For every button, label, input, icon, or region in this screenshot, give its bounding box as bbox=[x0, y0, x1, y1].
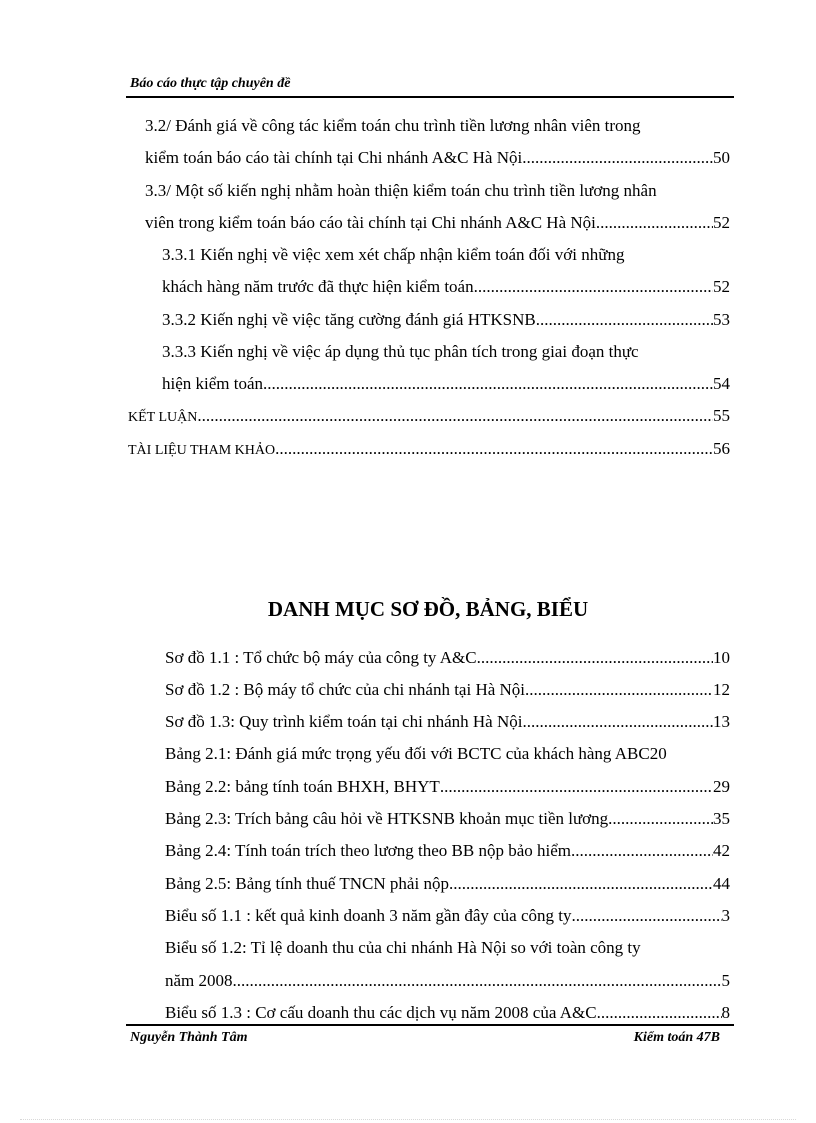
toc-entry-3-3-line2 bbox=[145, 213, 730, 233]
list-item bbox=[165, 841, 730, 861]
leader-dots bbox=[233, 971, 722, 991]
list-item-text: Sơ đồ 1.2 : Bộ máy tổ chức của chi nhánh tại Hà Nội bbox=[165, 680, 526, 699]
list-item-text: Bảng 2.3: Trích bảng câu hỏi về HTKSNB khoản mục tiền lương bbox=[165, 809, 609, 828]
list-item bbox=[165, 874, 730, 894]
list-item bbox=[165, 1003, 730, 1023]
toc-text: 3.3/ Một số kiến nghị nhằm hoàn thiện kiểm toán chu trình tiền lương nhân bbox=[145, 181, 657, 200]
list-item-page: 29 bbox=[713, 777, 730, 796]
leader-dots bbox=[275, 439, 713, 459]
toc-entry-3-3-1-line1 bbox=[162, 245, 730, 265]
leader-dots bbox=[197, 406, 713, 426]
toc-text: kiểm toán báo cáo tài chính tại Chi nhánh A&C Hà Nội. bbox=[145, 148, 527, 167]
list-item-page: 12 bbox=[713, 680, 730, 699]
toc-entry-3-3-1-line2 bbox=[162, 277, 730, 297]
list-item-text: Bảng 2.1: Đánh giá mức trọng yếu đối với BCTC của khách hàng ABC20 bbox=[165, 744, 667, 763]
page-header-title: Báo cáo thực tập chuyên đề bbox=[130, 76, 291, 91]
list-item bbox=[165, 938, 730, 958]
toc-entry-3-3-3-line2 bbox=[162, 374, 730, 394]
toc-text: TÀI LIỆU THAM KHẢO bbox=[128, 443, 276, 458]
footer-class: Kiểm toán 47B bbox=[633, 1030, 720, 1045]
list-item-page: 13 bbox=[713, 712, 730, 731]
list-item-text: Biểu số 1.2: Tỉ lệ doanh thu của chi nhánh Hà Nội so với toàn công ty bbox=[165, 938, 641, 957]
list-item-text: Biểu số 1.1 : kết quả kinh doanh 3 năm gần đây của công ty bbox=[165, 906, 572, 925]
leader-dots bbox=[572, 906, 722, 926]
list-item bbox=[165, 809, 730, 829]
leader-dots bbox=[474, 277, 713, 297]
toc-text: 3.3.1 Kiến nghị về việc xem xét chấp nhận kiểm toán đối với những bbox=[162, 245, 625, 264]
toc-page-number: 50 bbox=[713, 148, 730, 167]
page-edge-divider bbox=[20, 1119, 796, 1120]
list-item-text: Sơ đồ 1.3: Quy trình kiểm toán tại chi nhánh Hà Nội bbox=[165, 712, 523, 731]
list-item bbox=[165, 744, 730, 764]
toc-page-number: 55 bbox=[713, 406, 730, 425]
toc-entry-3-3-line1 bbox=[145, 181, 730, 201]
toc-entry-3-2-line1 bbox=[145, 116, 705, 136]
toc-entry-ket-luan bbox=[128, 406, 730, 428]
toc-text: 3.2/ Đánh giá về công tác kiểm toán chu trình tiền lương nhân viên trong bbox=[145, 116, 641, 135]
leader-dots bbox=[267, 374, 713, 394]
leader-dots bbox=[526, 148, 713, 168]
list-item bbox=[165, 712, 730, 732]
leader-dots bbox=[536, 310, 713, 330]
list-item bbox=[165, 777, 730, 797]
leader-dots bbox=[596, 213, 713, 233]
toc-page-number: 54 bbox=[713, 374, 730, 393]
leader-dots bbox=[440, 777, 713, 797]
list-item-text: Bảng 2.2: bảng tính toán BHXH, BHYT bbox=[165, 777, 440, 796]
list-item bbox=[165, 906, 730, 926]
leader-dots bbox=[477, 648, 713, 668]
list-item-page: 42 bbox=[713, 841, 730, 860]
leader-dots bbox=[525, 680, 713, 700]
list-item-page: 5 bbox=[721, 971, 730, 990]
toc-text: khách hàng năm trước đã thực hiện kiểm toán bbox=[162, 277, 474, 296]
list-item bbox=[165, 680, 730, 700]
footer-rule bbox=[126, 1024, 734, 1026]
list-item bbox=[165, 971, 730, 991]
list-item-page: 3 bbox=[721, 906, 730, 925]
toc-page-number: 52 bbox=[713, 213, 730, 232]
toc-entry-tai-lieu-tham-khao bbox=[128, 439, 730, 461]
list-item-text: Biểu số 1.3 : Cơ cấu doanh thu các dịch vụ năm 2008 của A&C bbox=[165, 1003, 597, 1022]
leader-dots bbox=[597, 1003, 722, 1023]
leader-dots bbox=[522, 712, 713, 732]
list-item-text: năm 2008 bbox=[165, 971, 233, 990]
list-item-page: 44 bbox=[713, 874, 730, 893]
toc-entry-3-2-line2 bbox=[145, 148, 730, 168]
header-rule bbox=[126, 96, 734, 98]
list-item-text: Sơ đồ 1.1 : Tổ chức bộ máy của công ty A&C bbox=[165, 648, 477, 667]
leader-dots bbox=[608, 809, 713, 829]
toc-page-number: 53 bbox=[713, 310, 730, 329]
toc-entry-3-3-3-line1 bbox=[162, 342, 730, 362]
toc-text: 3.3.3 Kiến nghị về việc áp dụng thủ tục phân tích trong giai đoạn thực bbox=[162, 342, 639, 361]
toc-page-number: 52 bbox=[713, 277, 730, 296]
list-item-page: 8 bbox=[721, 1003, 730, 1022]
list-item-text: Bảng 2.4: Tính toán trích theo lương theo BB nộp bảo hiểm bbox=[165, 841, 572, 860]
toc-page-number: 56 bbox=[713, 439, 730, 458]
list-item bbox=[165, 648, 730, 668]
toc-text: hiện kiểm toán. bbox=[162, 374, 268, 393]
list-item-text: Bảng 2.5: Bảng tính thuế TNCN phải nộp bbox=[165, 874, 449, 893]
toc-entry-3-3-2 bbox=[162, 310, 730, 330]
leader-dots bbox=[571, 841, 713, 861]
list-of-figures-title: DANH MỤC SƠ ĐỒ, BẢNG, BIỂU bbox=[267, 597, 589, 621]
list-item-page: 10 bbox=[713, 648, 730, 667]
toc-text: 3.3.2 Kiến nghị về việc tăng cường đánh giá HTKSNB bbox=[162, 310, 536, 329]
list-item-page: 35 bbox=[713, 809, 730, 828]
footer-author: Nguyễn Thành Tâm bbox=[130, 1030, 248, 1045]
toc-text: viên trong kiểm toán báo cáo tài chính tại Chi nhánh A&C Hà Nội bbox=[145, 213, 596, 232]
leader-dots bbox=[449, 874, 713, 894]
toc-text: KẾT LUẬN bbox=[128, 410, 198, 425]
